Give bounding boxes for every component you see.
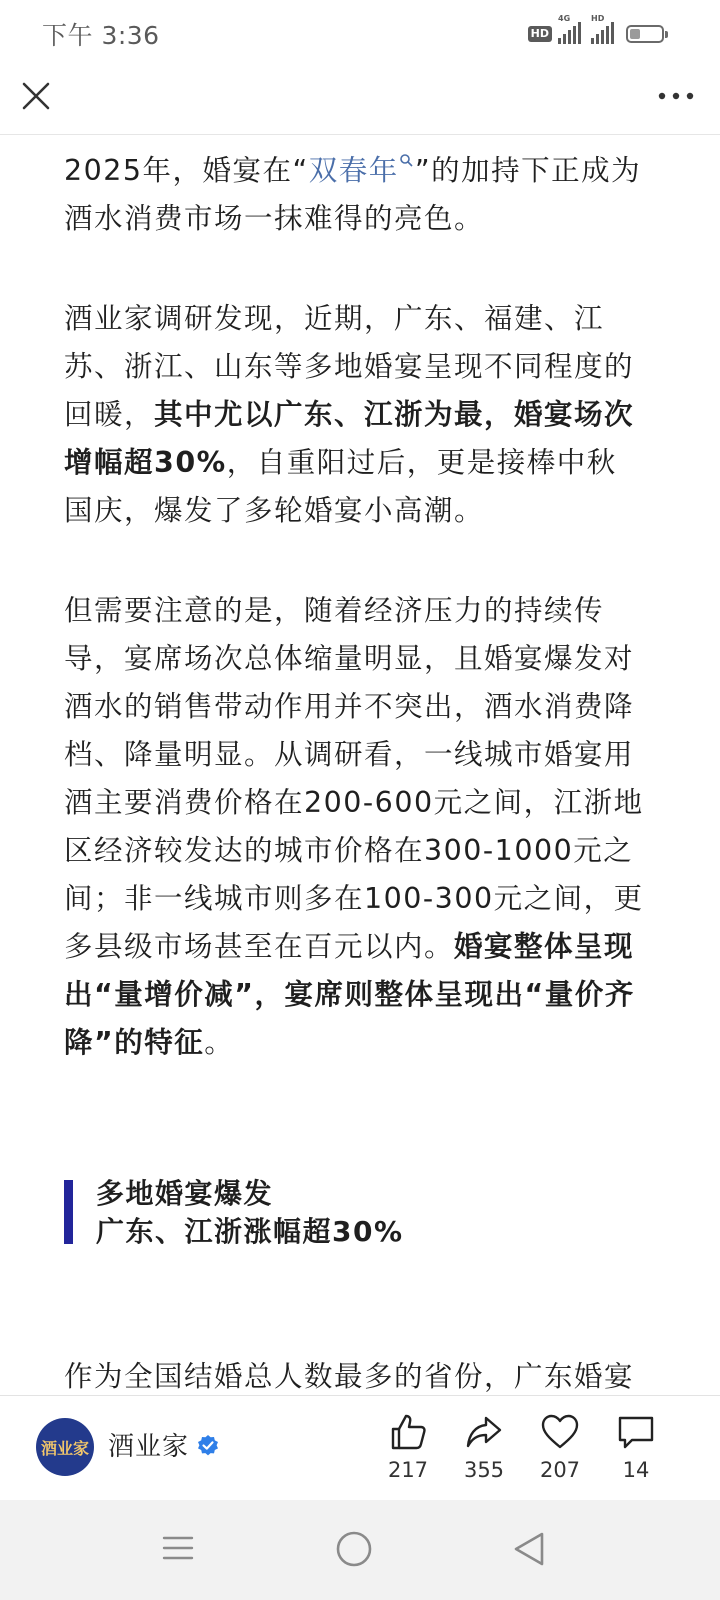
recent-apps-button[interactable] (160, 1530, 196, 1570)
thumbs-up-icon (388, 1412, 428, 1452)
paragraph-3: 但需要注意的是，随着经济压力的持续传导，宴席场次总体缩量明显，且婚宴爆发对酒水的销售带动作用并不突出，酒水消费降档、降量明显。从调研看，一线城市婚宴用酒主要消费价格在200-600元之间，江浙地区经济较发达的城市价格在300-1000元之间；非一线城市则多在100-300元之间，更多县级市场甚至在百元以内。婚宴整体呈现出“量增价减”，宴席则整体呈现出“量价齐降”的特征。 (64, 594, 644, 1059)
share-button[interactable] (449, 1412, 519, 1482)
more-options-button[interactable] (652, 78, 700, 114)
comment-count: 14 (622, 1458, 650, 1482)
heart-icon (540, 1412, 580, 1452)
status-bar (0, 0, 720, 64)
back-triangle-icon (510, 1530, 548, 1568)
search-icon (399, 153, 413, 167)
comment-icon (616, 1412, 656, 1452)
article-top-bar (0, 64, 720, 135)
bold-highlight: 婚宴整体呈现出“量增价减”，宴席则整体呈现出“量价齐降”的特征 (64, 930, 635, 1059)
share-count: 355 (463, 1458, 505, 1482)
hd-badge: HD (528, 26, 552, 42)
signal-icon (558, 14, 581, 44)
home-button[interactable] (335, 1530, 373, 1572)
section-title: 多地婚宴爆发 广东、江浙涨幅超30% (96, 1177, 404, 1248)
signal-icon-2 (591, 14, 614, 44)
system-navigation-bar (0, 1500, 720, 1600)
avatar[interactable]: 酒业家 (36, 1418, 94, 1476)
paragraph-1: 2025年，婚宴在“双春年 ”的加持下正成为酒水消费市场一抹难得的亮色。 (64, 154, 642, 235)
menu-icon (160, 1530, 196, 1566)
bottom-action-bar (0, 1395, 720, 1501)
bold-highlight: 其中尤以广东、江浙为最，婚宴场次增幅超30% (64, 398, 635, 479)
like-button[interactable] (373, 1412, 443, 1482)
section-heading (64, 1175, 644, 1247)
paragraph-2: 酒业家调研发现，近期，广东、福建、江苏、浙江、山东等多地婚宴呈现不同程度的回暖，其中尤以广东、江浙为最，婚宴场次增幅超30%，自重阳过后，更是接棒中秋国庆，爆发了多轮婚宴小高潮。 (64, 302, 635, 527)
paragraph-4: 作为全国结婚总人数最多的省份，广东婚宴 (64, 1360, 635, 1393)
home-circle-icon (335, 1530, 373, 1568)
favorite-count: 207 (539, 1458, 581, 1482)
comment-button[interactable] (601, 1412, 671, 1482)
author-name[interactable]: 酒业家 (108, 1432, 190, 1462)
close-button[interactable] (18, 78, 54, 114)
more-horizontal-icon (652, 78, 700, 114)
status-time: 下午 3:36 (42, 21, 160, 50)
back-button[interactable] (510, 1530, 548, 1572)
section-accent-bar (64, 1180, 73, 1244)
network-type-label: 4G (558, 14, 571, 23)
like-count: 217 (387, 1458, 429, 1482)
favorite-button[interactable] (525, 1412, 595, 1482)
article-content[interactable] (0, 135, 720, 1395)
share-icon (464, 1412, 504, 1452)
status-icons (528, 14, 664, 44)
close-icon (18, 78, 54, 114)
keyword-link[interactable]: 双春年 (309, 154, 415, 187)
network-type-label-2: HD (591, 14, 605, 23)
battery-icon (626, 25, 664, 43)
verified-badge-icon (196, 1434, 220, 1458)
